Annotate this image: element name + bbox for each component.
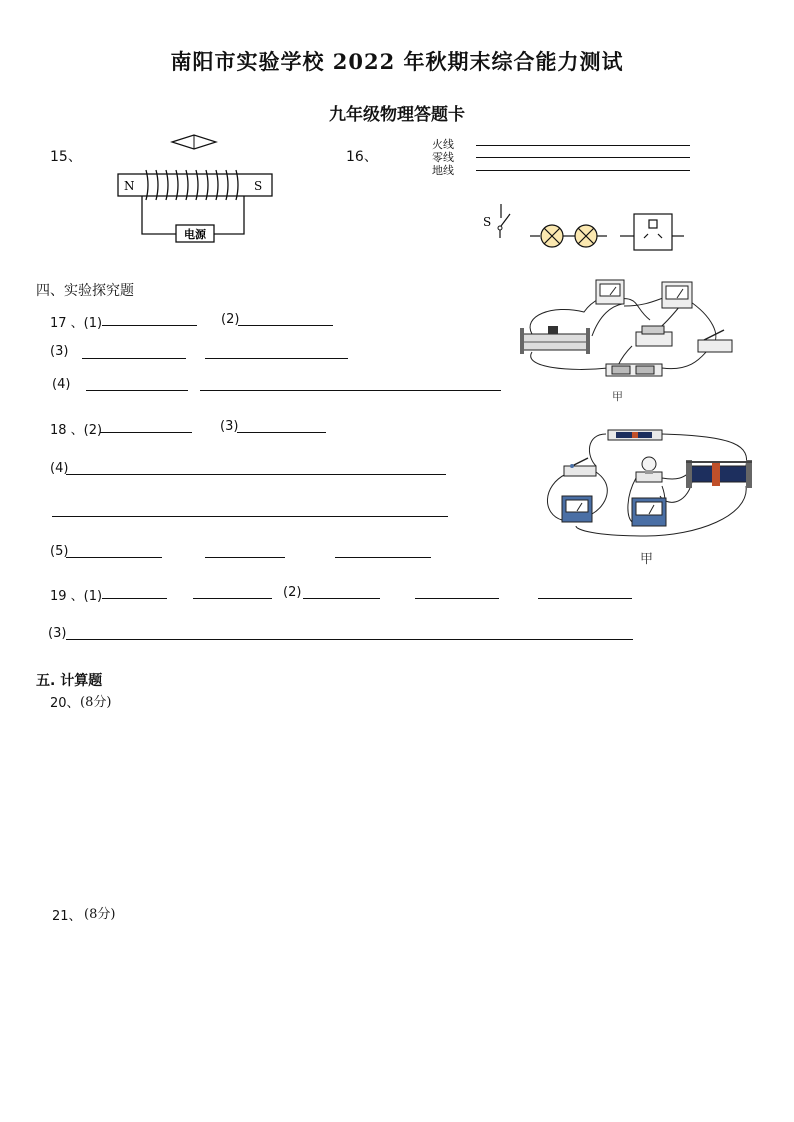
switch-icon [698,330,732,352]
q19-part2-label: (2) [283,585,302,600]
experiment-apparatus-figure-1 [512,276,752,384]
wire-ground-label: 地线 [432,164,454,177]
q21-answer-area[interactable] [50,925,750,1105]
q21-points: (8分) [84,907,116,922]
page-title: 南阳市实验学校 2022 年秋期末综合能力测试 [170,49,624,74]
pole-s-label: S [254,179,263,193]
q18-blank-4b[interactable] [52,516,448,517]
three-pin-socket-icon [620,214,684,250]
solenoid-diagram [110,130,280,245]
section5-heading: 五. 计算题 [36,673,103,689]
meter-icon [562,496,592,522]
q17-blank-4b[interactable] [200,390,501,391]
q17-part4-label: (4) [52,377,71,392]
household-circuit-components [478,200,688,252]
q15-number: 15、 [50,149,82,165]
q19-part3-label: (3) [48,626,67,641]
q18-part4-label: (4) [50,461,69,476]
wire-neutral-label: 零线 [432,151,454,164]
q20-number: 20、 [50,696,80,711]
q20-points: (8分) [80,695,112,710]
q18-blank-3[interactable] [237,432,326,433]
meter-icon [632,498,666,526]
q19-blank-2a[interactable] [303,598,380,599]
q19-blank-1b[interactable] [193,598,272,599]
rheostat-icon [686,460,752,488]
q18-part5-label: (5) [50,544,69,559]
neutral-wire [476,157,690,158]
q17-blank-3b[interactable] [205,358,348,359]
switch-icon [564,458,596,476]
battery-icon [606,364,662,376]
q19-blank-2c[interactable] [538,598,632,599]
experiment-apparatus-figure-2 [536,426,764,544]
power-source-label: 电源 [184,228,206,241]
q20-answer-area[interactable] [50,712,750,892]
q19-blank-3[interactable] [66,639,633,640]
q17-part3-label: (3) [50,344,69,359]
q18-blank-5c[interactable] [335,557,431,558]
q19-blank-2b[interactable] [415,598,499,599]
battery-icon [608,430,662,440]
figure-1-caption: 甲 [612,390,623,403]
wire-live-label: 火线 [432,138,454,151]
live-wire [476,145,690,146]
meter-icon [662,282,692,308]
compass-needle-icon [172,135,216,149]
q17-number: 17 、(1) [50,316,103,331]
q17-blank-2[interactable] [238,325,333,326]
q18-number: 18 、(2) [50,423,103,438]
svg-text:S: S [483,215,492,229]
q17-part2-label: (2) [221,312,240,327]
q18-blank-2[interactable] [100,432,192,433]
switch-icon [483,204,510,238]
q19-number: 19 、(1) [50,589,103,604]
q17-blank-4a[interactable] [86,390,188,391]
q18-blank-4a[interactable] [66,474,446,475]
page-subtitle: 九年级物理答题卡 [329,105,465,125]
q17-blank-1[interactable] [102,325,197,326]
q18-part3-label: (3) [220,419,239,434]
lamp-pair-icon [530,225,607,247]
q17-blank-3a[interactable] [82,358,186,359]
resistor-icon [636,326,672,346]
q19-blank-1a[interactable] [102,598,167,599]
ground-wire [476,170,690,171]
pole-n-label: N [124,179,135,193]
q16-number: 16、 [346,149,378,165]
figure-2-caption: 甲 [640,552,654,567]
section4-heading: 四、实验探究题 [36,283,134,299]
q21-number: 21、 [52,909,82,924]
q18-blank-5b[interactable] [205,557,285,558]
meter-icon [596,280,624,304]
lamp-icon [636,457,662,482]
q18-blank-5a[interactable] [66,557,162,558]
